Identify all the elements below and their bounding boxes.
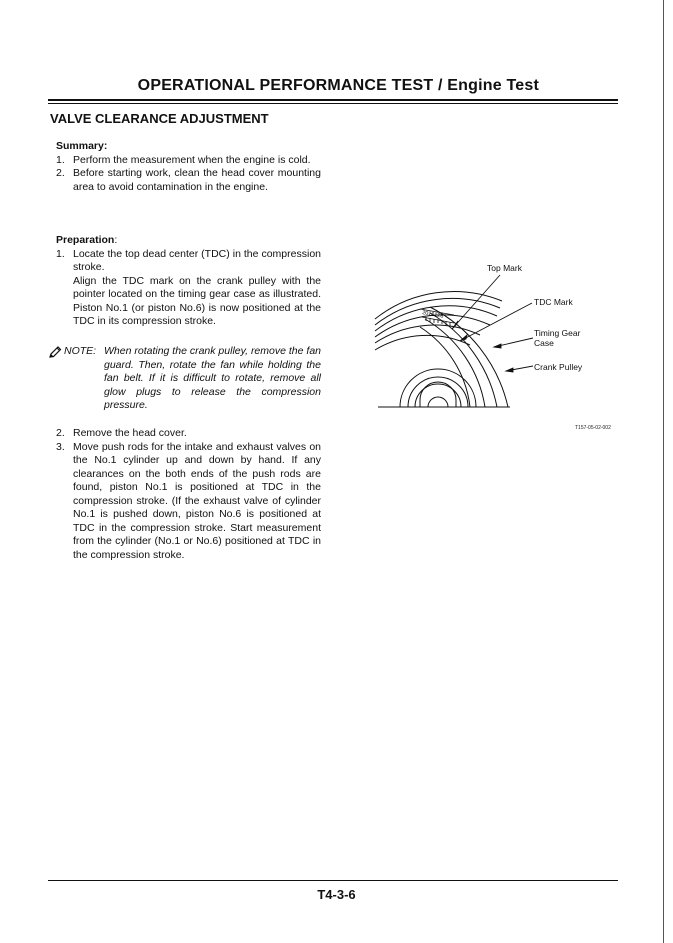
- section-title: VALVE CLEARANCE ADJUSTMENT: [50, 111, 269, 126]
- page-header-title: OPERATIONAL PERFORMANCE TEST / Engine Test: [137, 77, 539, 94]
- steps-block: [56, 427, 321, 562]
- label-tdc-mark: TDC Mark: [534, 297, 573, 307]
- crank-pulley-drawing: [370, 255, 620, 415]
- summary-block: [56, 140, 321, 194]
- preparation-block: [56, 234, 321, 329]
- crank-pulley-figure: [370, 255, 620, 415]
- item-text: Remove the head cover.: [73, 427, 187, 439]
- footer-rule: [48, 880, 618, 881]
- pencil-icon: [48, 345, 64, 413]
- step-item: [56, 427, 321, 441]
- item-text-continued: Align the TDC mark on the crank pulley with the pointer located on the timing gear case as illustrated. Piston No.1 (or piston No.6) is now positioned at the TDC in its compression stroke.: [73, 274, 321, 327]
- item-text-wrap: [73, 248, 321, 329]
- label-top-mark: Top Mark: [487, 263, 522, 273]
- summary-heading: Summary:: [56, 140, 108, 152]
- item-number: 2.: [56, 167, 65, 179]
- header-rule-thin: [48, 103, 618, 104]
- item-number: 1.: [56, 247, 65, 260]
- page-edge-line: [663, 0, 664, 943]
- item-text: Move push rods for the intake and exhaust valves on the No.1 cylinder up and down by hand. If any clearances on the both ends of the push rods are found, piston No.1 is positioned at TDC in the compression stroke. (If the exhaust valve of cylinder No.1 is pushed down, piston No.6 is positioned at TDC in the compression stroke. Start measurement from the cylinder (No.1 or No.6) positioned at TDC in the compression stroke.: [73, 440, 321, 561]
- note-text: When rotating the crank pulley, remove the fan guard. Then, rotate the fan while holding the fan belt. If it is difficult to rotate, remove all glow plugs to release the compression pressure.: [104, 345, 321, 411]
- preparation-colon: :: [114, 234, 118, 246]
- scale-digits: 2016128: [421, 310, 444, 320]
- item-number: 2.: [56, 427, 65, 439]
- summary-item: [56, 154, 321, 168]
- page-number: T4-3-6: [317, 887, 356, 902]
- item-number: 3.: [56, 440, 65, 453]
- preparation-heading: Preparation: [56, 234, 115, 246]
- note-label: NOTE:: [64, 345, 97, 357]
- label-timing-gear-case: Timing Gear: [534, 328, 581, 338]
- figure-code: T157-05-02-002: [575, 425, 611, 431]
- note-block: [48, 345, 321, 413]
- preparation-item: [56, 248, 321, 329]
- item-text: Before starting work, clean the head cover mounting area to avoid contamination in the engine.: [73, 167, 321, 193]
- item-number: 1.: [56, 153, 65, 166]
- label-crank-pulley: Crank Pulley: [534, 362, 583, 372]
- item-text: Locate the top dead center (TDC) in the compression stroke.: [73, 247, 321, 273]
- preparation-heading-row: [56, 234, 321, 248]
- item-text: Perform the measurement when the engine is cold.: [73, 153, 311, 166]
- label-timing-gear-case-line2: Case: [534, 338, 554, 348]
- summary-item: [56, 167, 321, 194]
- header-rule: [48, 99, 618, 101]
- step-item: [56, 441, 321, 563]
